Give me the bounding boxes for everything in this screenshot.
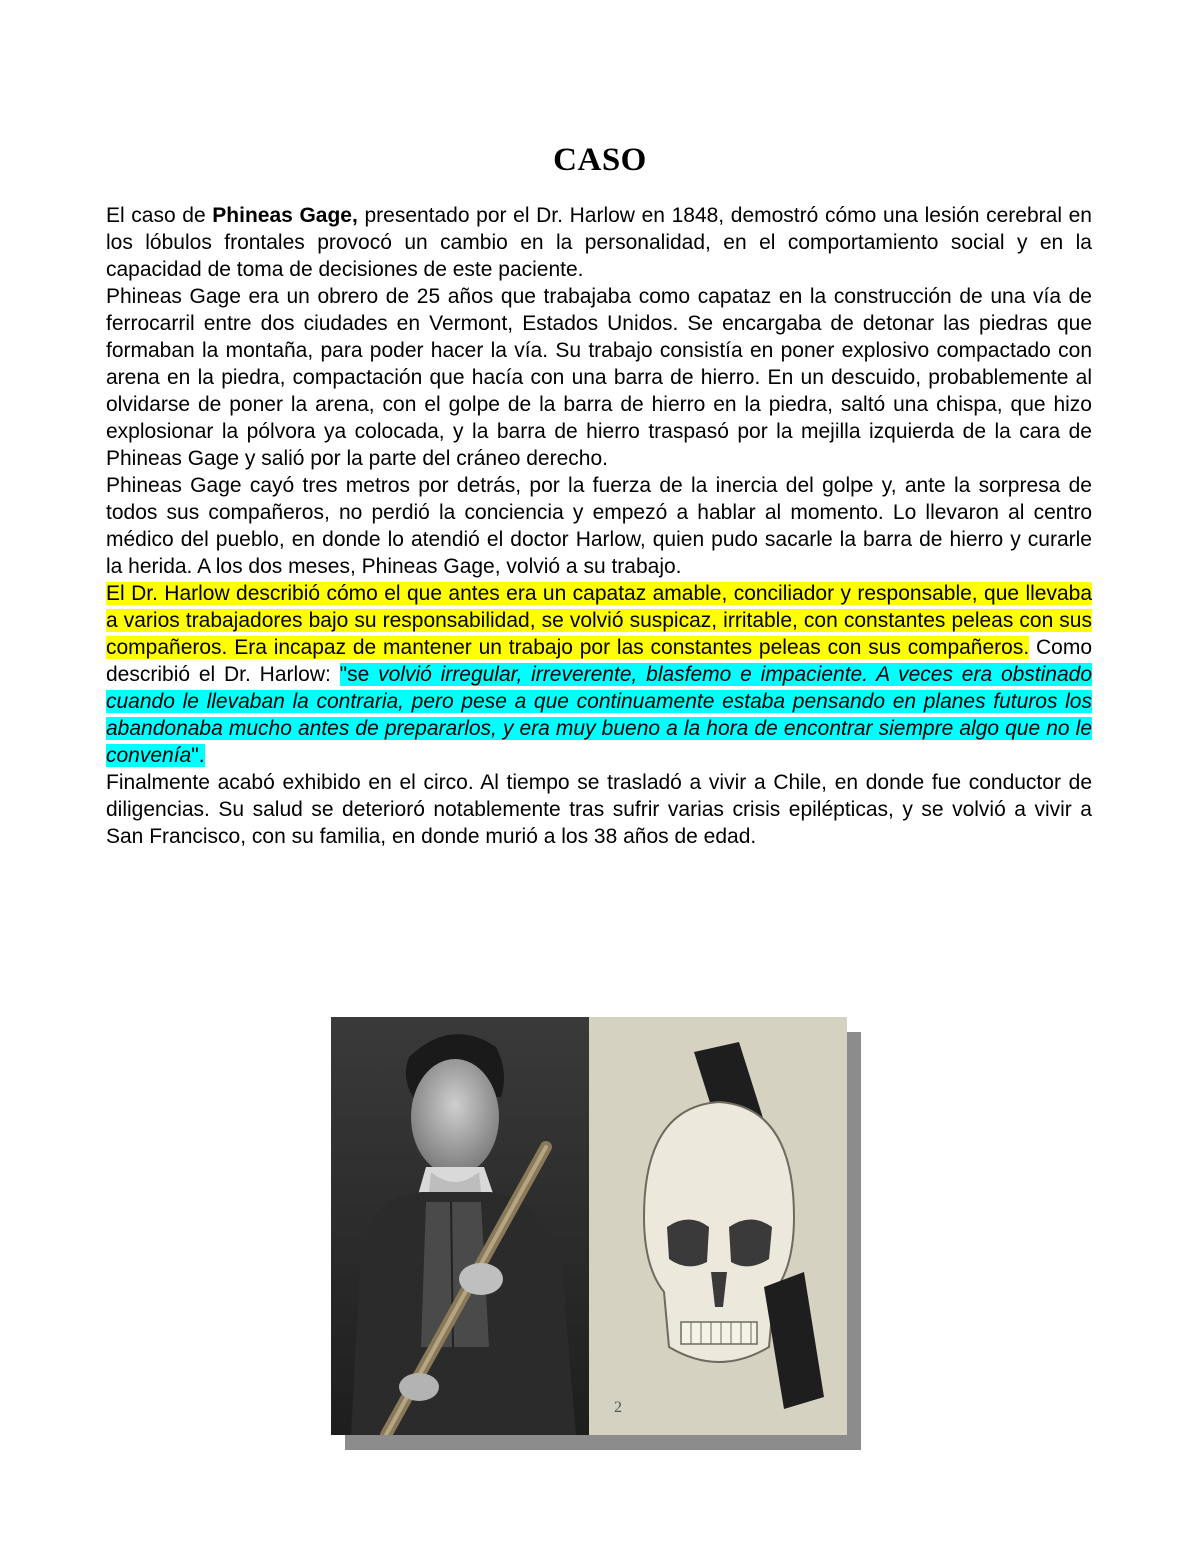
p4-plain-text: Como describió el Dr. Harlow: [106,636,1092,686]
p1-rest: presentado por el Dr. Harlow en 1848, demostró cómo una lesión cerebral en los lóbulos frontales provocó un cambio en la personalidad, en el comportamiento social y en la capacidad de toma de decisiones de este paciente. [106,204,1092,281]
quote-open: "se [339,663,379,686]
p1-intro: El caso de [106,204,213,227]
paragraph-3: Phineas Gage cayó tres metros por detrás, por la fuerza de la inercia del golpe y, ante la sorpresa de todos sus compañeros, no perdió la conciencia y empezó a hablar al momento. Lo llevaron al centro médico del pueblo, en donde lo atendió el doctor Harlow, quien pudo sacarle la barra de hierro y curarle la herida. A los dos meses, Phineas Gage, volvió a su trabajo. [106,474,1092,578]
portrait-photo-icon [331,1017,589,1435]
document-title: CASO [553,142,647,178]
yellow-highlight-text: El Dr. Harlow describió cómo el que antes era un capataz amable, conciliador y responsable, que llevaba a varios trabajadores bajo su responsabilidad, se volvió suspicaz, irritable, con constantes peleas con sus compañeros. Era incapaz de mantener un trabajo por las constantes peleas con sus compañeros. [106,582,1092,659]
paragraph-4 [106,580,1092,769]
figure-image [331,1017,847,1435]
quote-italic-text: volvió irregular, irreverente, blasfemo e impaciente. A veces era obstinado cuando le llevaban la contraria, pero pese a que continuamente estaba pensando en planes futuros los abandonaba mucho antes de prepararlos, y era muy bueno a la hora de encontrar siempre algo que no le convenía [106,663,1093,767]
skull-illustration-icon [589,1017,847,1435]
quote-close: ". [191,744,205,767]
paragraph-1 [106,202,1092,283]
paragraph-5: Finalmente acabó exhibido en el circo. Al tiempo se trasladó a vivir a Chile, en donde fue conductor de diligencias. Su salud se deterioró notablemente tras sufrir varias crisis epilépticas, y se volvió a vivir a San Francisco, con su familia, en donde murió a los 38 años de edad. [106,771,1092,848]
p1-name-bold: Phineas Gage, [212,204,358,227]
document-body [106,202,1092,850]
plate-number: 2 [614,1399,622,1416]
paragraph-2: Phineas Gage era un obrero de 25 años que trabajaba como capataz en la construcción de una vía de ferrocarril entre dos ciudades en Vermont, Estados Unidos. Se encargaba de detonar las piedras que formaban la montaña, para poder hacer la vía. Su trabajo consistía en poner explosivo compactado con arena en la piedra, compactación que hacía con una barra de hierro. En un descuido, probablemente al olvidarse de poner la arena, con el golpe de la barra de hierro en la piedra, saltó una chispa, que hizo explosionar la pólvora ya colocada, y la barra de hierro traspasó por la mejilla izquierda de la cara de Phineas Gage y salió por la parte del cráneo derecho. [106,285,1092,470]
